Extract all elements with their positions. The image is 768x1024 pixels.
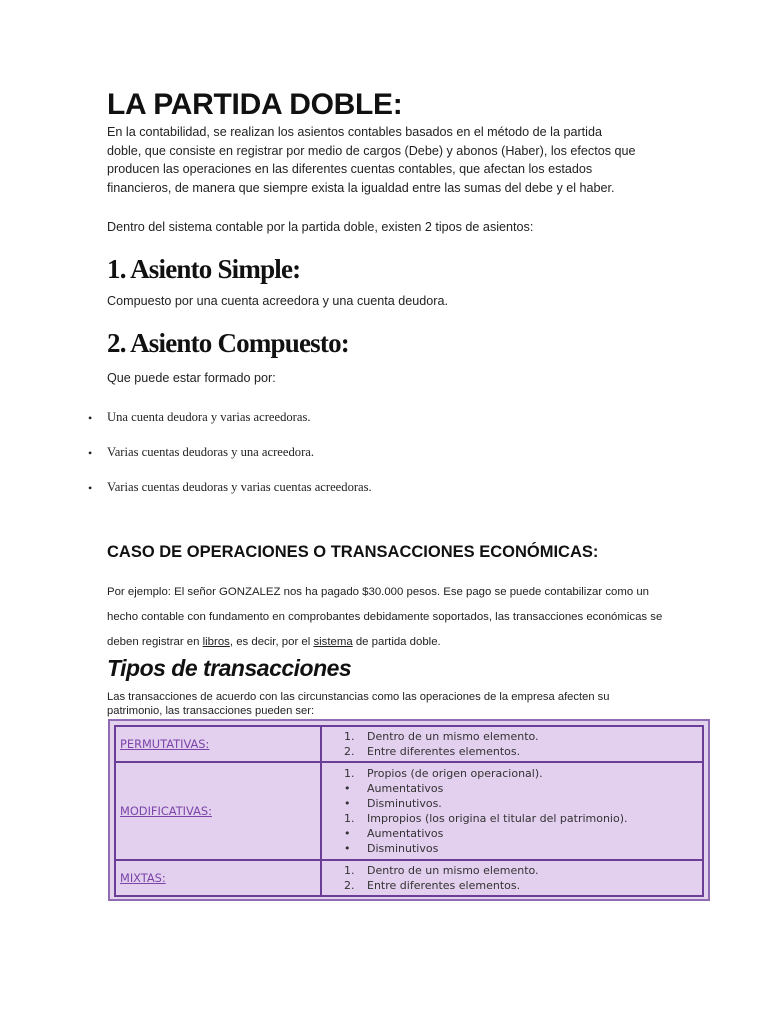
list-item bbox=[322, 796, 702, 811]
list-item bbox=[322, 744, 702, 759]
list-item-text: Varias cuentas deudoras y varias cuentas acreedoras. bbox=[107, 480, 372, 494]
case-line-3-pre: deben registrar en bbox=[107, 636, 203, 648]
case-line-3-post: de partida doble. bbox=[352, 636, 441, 648]
case-line-2: hecho contable con fundamento en comprobantes debidamente soportados, las transacciones económicas se bbox=[107, 611, 663, 623]
list-item-text: Varias cuentas deudoras y una acreedora. bbox=[107, 445, 314, 459]
table-row bbox=[115, 726, 703, 762]
transactions-intro: Las transacciones de acuerdo con las circunstancias como las operaciones de la empresa afecten su patrimonio, las transacciones pueden ser: bbox=[107, 691, 610, 717]
list-item bbox=[322, 826, 702, 841]
bullet-icon: • bbox=[88, 446, 93, 460]
table-row bbox=[115, 860, 703, 896]
row-items bbox=[322, 863, 702, 893]
row-items-cell bbox=[321, 860, 703, 896]
list-item bbox=[322, 811, 702, 826]
item-text: Disminutivos. bbox=[367, 797, 442, 810]
list-item-text: Una cuenta deudora y varias acreedoras. bbox=[107, 410, 311, 424]
item-text: Dentro de un mismo elemento. bbox=[367, 864, 539, 877]
item-marker: 1. bbox=[344, 767, 355, 780]
item-marker: 2. bbox=[344, 745, 355, 758]
intro-line: producen las operaciones en las diferentes cuentas contables, que afectan los estados bbox=[107, 162, 593, 177]
section-heading-asiento-simple: 1. Asiento Simple: bbox=[107, 254, 301, 284]
link-sistema[interactable]: sistema bbox=[313, 636, 353, 648]
list-item bbox=[322, 766, 702, 781]
types-intro: Dentro del sistema contable por la partida doble, existen 2 tipos de asientos: bbox=[107, 220, 534, 234]
row-label-permutativas[interactable]: PERMUTATIVAS: bbox=[120, 737, 210, 751]
page-title: LA PARTIDA DOBLE: bbox=[107, 88, 403, 121]
table-row bbox=[115, 762, 703, 860]
item-marker: 1. bbox=[344, 812, 355, 825]
row-label-modificativas[interactable]: MODIFICATIVAS: bbox=[120, 804, 212, 818]
bullet-icon: • bbox=[344, 797, 351, 810]
list-item bbox=[322, 781, 702, 796]
list-item bbox=[322, 878, 702, 893]
transactions-table bbox=[114, 725, 704, 897]
bullet-icon: • bbox=[88, 481, 93, 495]
item-text: Propios (de origen operacional). bbox=[367, 767, 543, 780]
item-text: Dentro de un mismo elemento. bbox=[367, 730, 539, 743]
case-line-1: Por ejemplo: El señor GONZALEZ nos ha pagado $30.000 pesos. Ese pago se puede contabilizar como un bbox=[107, 586, 650, 598]
list-item bbox=[322, 863, 702, 878]
case-line-3-mid: , es decir, por el bbox=[229, 636, 314, 648]
section-text-asiento-compuesto: Que puede estar formado por: bbox=[107, 371, 276, 385]
item-text: Disminutivos bbox=[367, 842, 439, 855]
item-marker: 1. bbox=[344, 730, 355, 743]
row-label-cell bbox=[115, 726, 321, 762]
row-label-cell bbox=[115, 762, 321, 860]
case-line-3 bbox=[107, 636, 667, 648]
intro-line: financieros, de manera que siempre exista la igualdad entre las sumas del debe y el haber. bbox=[107, 180, 615, 195]
row-items bbox=[322, 729, 702, 759]
item-text: Impropios (los origina el titular del patrimonio). bbox=[367, 812, 628, 825]
case-heading: CASO DE OPERACIONES O TRANSACCIONES ECONÓMICAS: bbox=[107, 543, 599, 561]
section-text-asiento-simple: Compuesto por una cuenta acreedora y una cuenta deudora. bbox=[107, 294, 448, 308]
row-label-cell bbox=[115, 860, 321, 896]
list-item bbox=[322, 841, 702, 856]
item-text: Entre diferentes elementos. bbox=[367, 745, 521, 758]
intro-line: En la contabilidad, se realizan los asientos contables basados en el método de la partida bbox=[107, 125, 602, 139]
transactions-heading: Tipos de transacciones bbox=[107, 655, 352, 681]
bullet-icon: • bbox=[88, 411, 93, 425]
row-label-mixtas[interactable]: MIXTAS: bbox=[120, 871, 166, 885]
bullet-icon: • bbox=[344, 782, 351, 795]
section-heading-asiento-compuesto: 2. Asiento Compuesto: bbox=[107, 328, 349, 358]
row-items bbox=[322, 766, 702, 856]
bullet-icon: • bbox=[344, 827, 351, 840]
intro-line: doble, que consiste en registrar por medio de cargos (Debe) y abonos (Haber), los efectos que bbox=[107, 143, 636, 158]
item-text: Aumentativos bbox=[367, 827, 444, 840]
bullet-icon: • bbox=[344, 842, 351, 855]
row-items-cell bbox=[321, 762, 703, 860]
item-text: Aumentativos bbox=[367, 782, 444, 795]
item-text: Entre diferentes elementos. bbox=[367, 879, 521, 892]
list-item bbox=[322, 729, 702, 744]
transactions-table-frame bbox=[108, 719, 710, 901]
item-marker: 2. bbox=[344, 879, 355, 892]
link-libros[interactable]: libros bbox=[202, 636, 230, 648]
intro-paragraph bbox=[107, 123, 667, 197]
item-marker: 1. bbox=[344, 864, 355, 877]
row-items-cell bbox=[321, 726, 703, 762]
